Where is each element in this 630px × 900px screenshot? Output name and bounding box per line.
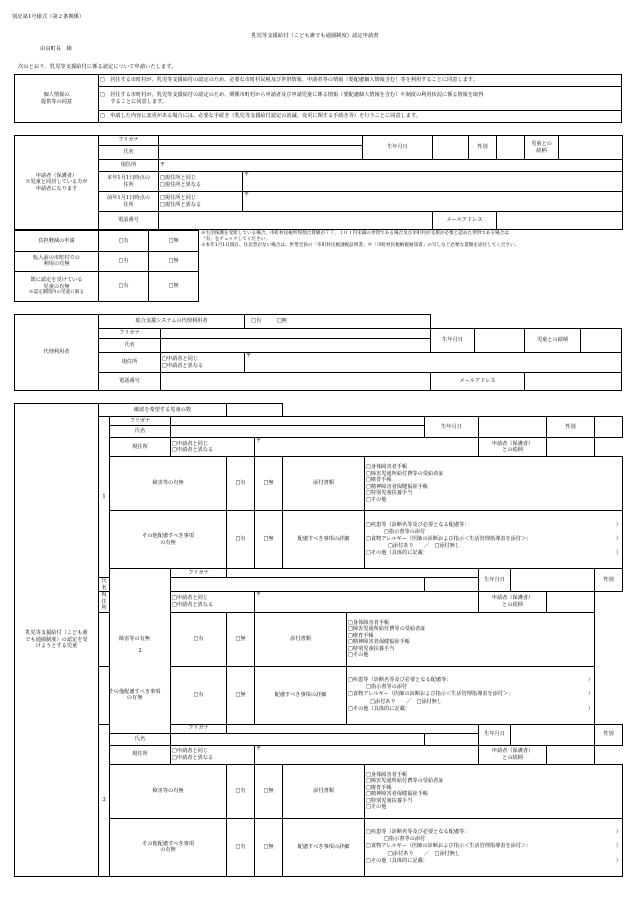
applicant-address-field[interactable]: 〒	[159, 160, 623, 172]
jan1-address-options[interactable]: □現住所と同じ □現住所と異なる	[159, 172, 243, 192]
applicant-relation-field[interactable]	[559, 136, 623, 160]
child-1-relation-field[interactable]	[547, 438, 595, 457]
child-3-furigana-field[interactable]	[227, 724, 479, 733]
child-3-care-no-checkbox[interactable]: □無	[255, 818, 283, 876]
child-2-number: 2	[110, 569, 171, 734]
proxy-system-options[interactable]	[245, 315, 431, 329]
jan1-address-label: 本年1月1日時点の 住所	[99, 172, 159, 192]
child-1-disability-yes-checkbox[interactable]: □有	[227, 457, 255, 511]
child-3-name-label: 氏名	[110, 733, 171, 745]
child-1-sex-field[interactable]	[595, 417, 623, 438]
child-3-disability-label: 障害等の有無	[110, 764, 227, 818]
proxy-system-label: 総合支援システムの代理利用者	[99, 315, 245, 329]
proxy-spacer	[431, 315, 622, 329]
proxy-furigana-field[interactable]	[161, 329, 431, 339]
child-2-care-detail-label: 配慮すべき事項の詳細	[255, 666, 347, 724]
child-1-relation-label: 申請者（保護者） との続柄	[479, 438, 547, 457]
proxy-label: 代理利用者	[15, 315, 99, 391]
child-1-attach-docs[interactable]: □身体障害者手帳 □障害児通所給付費等の受給者証 □療育手帳 □精神障害者保健福祉手帳 □特別児童扶養手当 □その他	[365, 457, 623, 511]
existing-label: 既に認定を受けている 児童の有無 ※認定期間内の児童に限る	[15, 272, 99, 302]
child-1-disability-label: 障害等の有無	[110, 457, 227, 511]
children-label: 乳児等支援給付（こども誰 でも通園制度）の認定を受 けようとする児童	[15, 404, 99, 877]
proxy-birth-field[interactable]	[475, 329, 525, 353]
child-2-care-detail-field[interactable]: □疾患等（診断名等及び必要となる配慮等： ） □指示書等の添付 □食物アレルギー（医師の診断および指示＜生活管理指導表を添付＞： ） □添付あり ／ □添付無し □その他（具体的に記載： ）	[347, 666, 595, 724]
child-3-disability-no-checkbox[interactable]: □無	[255, 764, 283, 818]
applicant-relation-label: 児童との 続柄	[525, 136, 559, 160]
child-3-number: 3	[99, 724, 110, 876]
child-1-attach-label: 添付書類	[283, 457, 365, 511]
proxy-phone-label: 電話番号	[99, 373, 161, 391]
child-2-attach-docs[interactable]: □身体障害者手帳 □障害児通所給付費等の受給者証 □療育手帳 □精神障害者保健福祉手帳 □特別児童扶養手当 □その他	[347, 612, 595, 666]
applicant-furigana-label: フリガナ	[99, 136, 159, 146]
child-2-name-label: 氏名	[99, 578, 110, 592]
child-2-name-field[interactable]	[171, 578, 425, 592]
child-2-care-label: その他配慮すべき事項 の有無	[99, 666, 171, 724]
applicant-furigana-field[interactable]	[159, 136, 363, 146]
child-1-address-label: 現住所	[110, 438, 171, 457]
child-3-relation-field[interactable]	[547, 745, 595, 764]
child-1-name-field[interactable]	[171, 426, 425, 438]
children-table	[14, 403, 623, 877]
child-3-care-label: その他配慮すべき事項 の有無	[110, 818, 227, 876]
proxy-yes-checkbox[interactable]: □有	[251, 318, 262, 325]
intro-text: 次のとおり、乳児等支援給付に係る認定について申請いたします。	[18, 64, 177, 70]
proxy-email-label: メールアドレス	[431, 373, 525, 391]
child-2-address-options[interactable]: □申請者と同じ □申請者と異なる	[171, 592, 255, 613]
child-2-relation-field[interactable]	[547, 592, 595, 613]
applicant-name-field[interactable]	[159, 146, 363, 160]
child-1-birth-field[interactable]	[479, 417, 547, 438]
children-count-label: 確認を希望する児童の数	[99, 404, 227, 417]
applicant-sex-label: 性別	[469, 136, 497, 160]
proxy-table	[14, 314, 622, 391]
applicant-phone-label: 電話番号	[99, 212, 159, 230]
child-2-address-field[interactable]: 〒	[255, 592, 479, 613]
applicant-name-label: 氏名	[99, 146, 159, 160]
child-2-disability-no-checkbox[interactable]: □無	[227, 612, 255, 666]
child-2-care-yes-checkbox[interactable]: □有	[171, 666, 227, 724]
proxy-birth-label: 生年月日	[431, 329, 475, 353]
transfer-yes-checkbox[interactable]: □有	[99, 251, 149, 272]
child-3-address-label: 現住所	[110, 745, 171, 764]
child-2-address-label: 現住所	[99, 592, 110, 613]
child-3-sex-label: 性別	[595, 724, 623, 745]
child-2-birth-field[interactable]	[511, 569, 595, 592]
form-number: 別記第1号様式（第２条関係）	[12, 14, 85, 20]
child-2-furigana-field[interactable]	[227, 569, 479, 578]
child-2-attach-label: 添付書類	[255, 612, 347, 666]
child-3-address-field[interactable]: 〒	[255, 745, 479, 764]
existing-yes-checkbox[interactable]: □有	[99, 272, 149, 302]
child-1-furigana-field[interactable]	[171, 417, 425, 426]
burden-yes-checkbox[interactable]: □有	[99, 231, 149, 252]
child-3-attach-docs[interactable]: □身体障害者手帳 □障害児通所給付費等の受給者証 □療育手帳 □精神障害者保健福祉手帳 □特別児童扶養手当 □その他	[365, 764, 623, 818]
child-2-sex-label: 性別	[595, 569, 623, 592]
consent-item-2[interactable]: □ 居住する市町村が、乳児等支援給付の認定のため、関係市町村から申請者及び申請児童に係る情報（要配慮個人情報を含む）や制度の利用状況に係る情報を取得 することに同意します。	[99, 87, 622, 111]
burden-label: 負担軽減の申請	[15, 231, 99, 252]
child-3-address-options[interactable]: □申請者と同じ □申請者と異なる	[171, 745, 255, 764]
child-1-care-label: その他配慮すべき事項 の有無	[110, 511, 227, 569]
proxy-furigana-label: フリガナ	[99, 329, 161, 339]
burden-no-checkbox[interactable]: □無	[149, 231, 199, 252]
proxy-name-label: 氏名	[99, 339, 161, 353]
proxy-relation-field[interactable]	[581, 329, 622, 353]
child-1-care-detail-label: 配慮すべき事項の詳細	[283, 511, 365, 569]
child-2-disability-label: 障害等の有無	[99, 612, 171, 666]
prev-jan1-address-field[interactable]: 〒	[243, 192, 623, 212]
applicant-email-field[interactable]	[497, 212, 623, 230]
consent-table	[14, 74, 622, 123]
prev-jan1-address-label: 前年1月1日時点の 住所	[99, 192, 159, 212]
applicant-email-label: メールアドレス	[433, 212, 497, 230]
child-3-birth-label: 生年月日	[479, 724, 511, 745]
child-2-furigana-label: フリガナ	[171, 569, 227, 578]
child-1-care-no-checkbox[interactable]: □無	[255, 511, 283, 569]
applicant-table	[14, 135, 623, 230]
child-1-disability-no-checkbox[interactable]: □無	[255, 457, 283, 511]
proxy-name-field[interactable]	[161, 339, 431, 353]
child-1-address-field[interactable]: 〒	[255, 438, 479, 457]
transfer-label: 転入前の市町村での 利用の有無	[15, 251, 99, 272]
applicant-address-label: 現住所	[99, 160, 159, 172]
child-1-care-detail-field[interactable]: □疾患等（診断名等及び必要となる配慮等： ） □指示書等の添付 □食物アレルギー（医師の診断および指示＜生活管理指導表を添付＞： ） □添付あり ／ □添付無し □その他（具体的に記載： ）	[365, 511, 623, 569]
applicant-sex-field[interactable]	[497, 136, 525, 160]
child-1-care-yes-checkbox[interactable]: □有	[227, 511, 255, 569]
child-1-sex-label: 性別	[547, 417, 595, 438]
consent-item-1[interactable]: □ 居住する市町村が、乳児等支援給付の認定のため、必要な市町村民税及び世帯情報、申請者等の情報（要配慮個人情報含む）等を利用することに同意します。	[99, 75, 622, 87]
child-2-disability-yes-checkbox[interactable]: □有	[171, 612, 227, 666]
proxy-phone-field[interactable]	[161, 373, 431, 391]
child-3-care-detail-field[interactable]: □疾患等（診断名等及び必要となる配慮等： ） □指示書等の添付 □食物アレルギー（医師の診断および指示＜生活管理指導表を添付＞： ） □添付あり ／ □添付無し □その他（具体的に記載： ）	[365, 818, 623, 876]
child-2-care-no-checkbox[interactable]: □無	[227, 666, 255, 724]
proxy-email-field[interactable]	[525, 373, 622, 391]
child-3-care-detail-label: 配慮すべき事項の詳細	[283, 818, 365, 876]
child-3-care-yes-checkbox[interactable]: □有	[227, 818, 255, 876]
child-3-relation-label: 申請者（保護者） との続柄	[479, 745, 547, 764]
children-count-field[interactable]	[227, 404, 283, 417]
form-title: 乳児等支援給付（こども誰でも通園制度）認定申請書	[251, 33, 379, 39]
jan1-address-field[interactable]: 〒	[243, 172, 623, 192]
proxy-address-options[interactable]: □申請者と同じ □申請者と異なる	[161, 353, 245, 373]
existing-no-checkbox[interactable]: □無	[149, 272, 199, 302]
applicant-birth-label: 生年月日	[363, 136, 433, 160]
applicant-label: 申請者（保護者） ※児童と同居している方が 申請者になります	[15, 136, 99, 230]
children-count-spacer	[283, 404, 623, 417]
proxy-address-label: 現住所	[99, 353, 161, 373]
child-1-birth-label: 生年月日	[425, 417, 479, 438]
consent-item-3[interactable]: □ 申請した内容に変更がある場合には、必要な手続き（乳児等支援給付認定の消滅、変更に関する手続き等）を行うことに同意します。	[99, 111, 622, 123]
proxy-relation-label: 児童との続柄	[525, 329, 581, 353]
child-3-attach-label: 添付書類	[283, 764, 365, 818]
child-3-furigana-label: フリガナ	[171, 724, 227, 733]
applicant-birth-field[interactable]	[433, 136, 469, 160]
consent-label: 個人情報の 提供等の同意	[15, 75, 99, 123]
proxy-no-checkbox[interactable]: □無	[276, 318, 287, 325]
child-2-birth-label: 生年月日	[479, 569, 511, 592]
transfer-no-checkbox[interactable]: □無	[149, 251, 199, 272]
child-3-birth-field[interactable]	[511, 724, 595, 745]
child-1-furigana-label: フリガナ	[110, 417, 171, 426]
burden-notes: ※生活保護を受給している場合、市町村民税所得割合算額が７７，１０１円未満の世帯である場合及び市町村が支援が必要と認めた世帯である場合は 「有」をチェックしてください。 ※本年1月1日現在、住民票がない場合は、世帯全員の「市町村民税課税証明書」や「市町村民税納税通知書」の写しなど必要な書類を添付してください。	[201, 231, 520, 248]
prev-jan1-address-options[interactable]: □現住所と同じ □現住所と異なる	[159, 192, 243, 212]
proxy-address-field[interactable]: 〒	[245, 353, 622, 373]
child-2-relation-label: 申請者（保護者） との続柄	[479, 592, 547, 613]
burden-table	[14, 230, 199, 302]
addressee: 由良町長 様	[40, 46, 72, 52]
child-1-address-options[interactable]: □申請者と同じ □申請者と異なる	[171, 438, 255, 457]
child-1-number: 1	[99, 417, 110, 578]
child-3-disability-yes-checkbox[interactable]: □有	[227, 764, 255, 818]
child-3-name-field[interactable]	[171, 733, 425, 745]
child-1-name-label: 氏名	[110, 426, 171, 438]
applicant-phone-field[interactable]	[159, 212, 433, 230]
